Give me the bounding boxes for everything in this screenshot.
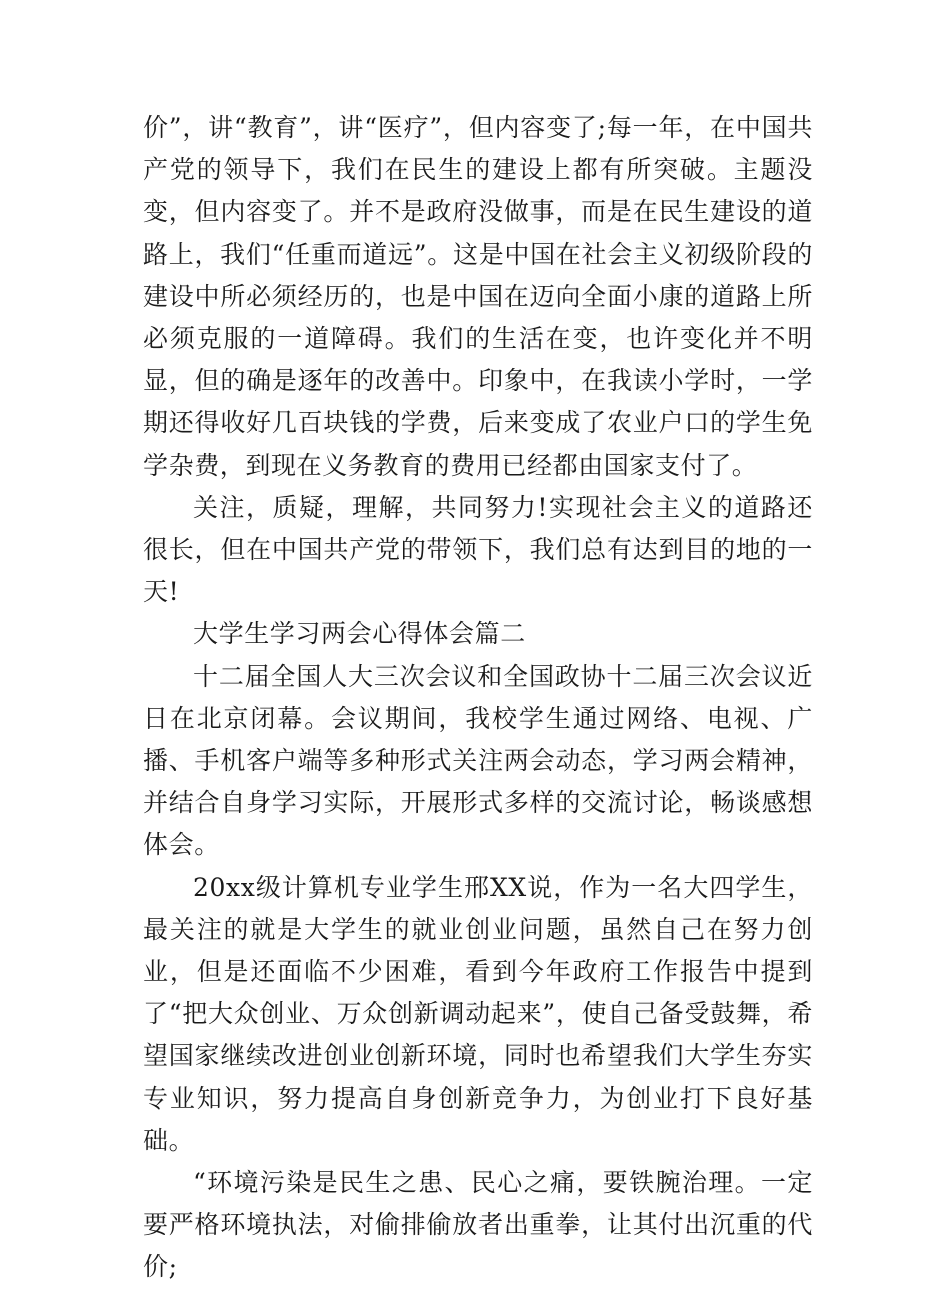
paragraph-closing-remark: 关注，质疑，理解，共同努力!实现社会主义的道路还很长，但在中国共产党的带领下，我们总有达到目的地的一天! (143, 492, 813, 607)
paragraph-student-quote: 20xx级计算机专业学生邢XX说，作为一名大四学生，最关注的就是大学生的就业创业问题，虽然自己在努力创业，但是还面临不少困难，看到今年政府工作报告中提到了“把大众创业、万众创新调动起来”，使自己备受鼓舞，希望国家继续改进创业创新环境，同时也希望我们大学生夯实专业知识，努力提高自身创新竞争力，为创业打下良好基础。 (143, 872, 813, 1155)
paragraph-meeting-intro: 十二届全国人大三次会议和全国政协十二届三次会议近日在北京闭幕。会议期间，我校学生通过网络、电视、广播、手机客户端等多种形式关注两会动态，学习两会精神，并结合自身学习实际，开展形式多样的交流讨论，畅谈感想体会。 (143, 661, 813, 860)
paragraph-environment-quote: “环境污染是民生之患、民心之痛，要铁腕治理。一定要严格环境执法，对偷排偷放者出重拳，让其付出沉重的代价; (143, 1168, 813, 1282)
document-body (143, 107, 813, 1289)
paragraph-continuation: 价”，讲“教育”，讲“医疗”，但内容变了;每一年，在中国共产党的领导下，我们在民生的建设上都有所突破。主题没变，但内容变了。并不是政府没做事，而是在民生建设的道路上，我们“任重而道远”。这是中国在社会主义初级阶段的建设中所必须经历的，也是中国在迈向全面小康的道路上所必须克服的一道障碍。我们的生活在变，也许变化并不明显，但的确是逐年的改善中。印象中，在我读小学时，一学期还得收好几百块钱的学费，后来变成了农业户口的学生免学杂费，到现在义务教育的费用已经都由国家支付了。 (143, 113, 813, 480)
section-heading: 大学生学习两会心得体会篇二 (193, 619, 526, 649)
